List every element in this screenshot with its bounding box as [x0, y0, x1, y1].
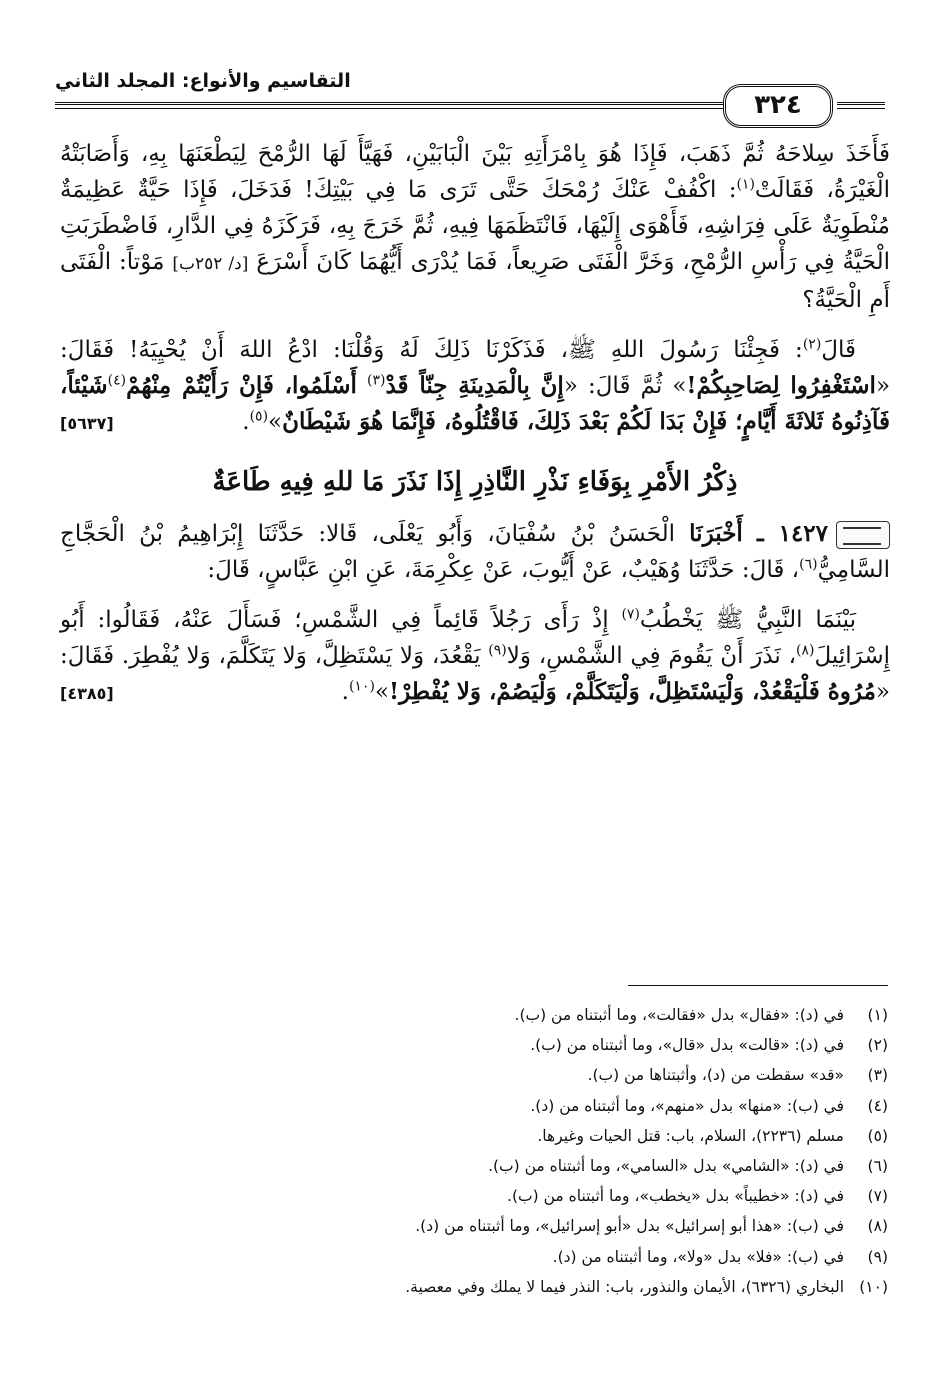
footnote: (٢)في (د): «قالت» بدل «قال»، وما أثبتناه من (ب). [530, 1036, 888, 1055]
hadith-isnad: ١٤٢٧ ـ أَخْبَرَنَا الْحَسَنُ بْنُ سُفْيَانَ، وَأَبُو يَعْلَى، قَالا: حَدَّثَنَا إِبْرَاهِيمُ بْنُ الْحَجَّاجِ السَّامِيُّ$^{(٦)}$، قَالَ: حَدَّثَنَا وُهَيْبٌ، عَنْ أَيُّوبَ، عَنْ عِكْرِمَةَ، عَنِ ابْنِ عَبَّاسٍ، قَالَ: [60, 520, 890, 583]
page-number: ٣٢٤ [723, 84, 833, 128]
hadith-reference: [٥٦٣٧] [60, 414, 114, 433]
page-header [55, 62, 885, 118]
header-rule [55, 102, 725, 109]
footnote: (٣)«قد» سقطت من (د)، وأثبتناها من (ب). [587, 1066, 888, 1085]
footnote-marker: (٣) [367, 372, 386, 389]
footnote: (١)في (د): «فقال» بدل «فقالت»، وما أثبتناه من (ب). [514, 1006, 888, 1024]
hadith-reference: [٤٣٨٥] [60, 684, 114, 703]
footnote-marker: (٢) [802, 336, 822, 353]
footnote: (١٠)البخاري (٦٣٢٦)، الأيمان والنذور، باب: النذر فيما لا يملك وفي معصية. [405, 1277, 888, 1296]
book-icon [836, 521, 890, 549]
footnote-separator [628, 985, 888, 986]
footnotes [108, 1000, 888, 1302]
footnote: (٤)في (ب): «منها» بدل «منهم»، وما أثبتناه من (د). [530, 1096, 888, 1115]
footnote-marker: (٥) [249, 408, 269, 425]
manuscript-ref: [د/ ٢٥٢ب] [172, 254, 249, 274]
section-heading: ذِكْرُ الأَمْرِ بِوَفَاءِ نَذْرِ النَّاذِرِ إِذَا نَذَرَ مَا للهِ فِيهِ طَاعَةٌ [212, 467, 738, 497]
footnote: (٧)في (د): «خطيباً» بدل «يخطب»، وما أثبتناه من (ب). [507, 1187, 888, 1206]
footnote: (٨)في (ب): «هذا أبو إسرائيل» بدل «أبو إسرائيل»، وما أثبتناه من (د). [415, 1217, 888, 1236]
running-title: التقاسيم والأنواع: المجلد الثاني [55, 70, 351, 92]
paragraph-3: بَيْنَمَا النَّبِيُّ ﷺ يَخْطُبُ$^{(٧)}$ إِذْ رَأَى رَجُلاً قَائِماً فِي الشَّمْسِ؛ فَسَأَلَ عَنْهُ، فَقَالُوا: أَبُو إِسْرَائِيلَ$^{(٨)}$، نَذَرَ أَنْ يَقُومَ فِي الشَّمْسِ، وَلا$^{(٩)}$ يَقْعُدَ، وَلا يَسْتَظِلَّ، وَلا يَتَكَلَّمَ، وَلا يُفْطِرَ. فَقَالَ: «مُرُوهُ فَلْيَقْعُدْ، وَلْيَسْتَظِلَّ، وَلْيَتَكَلَّمْ، وَلْيَصُمْ، وَلا يُفْطِرْ!»$^{(١٠)}$. [٤٣٨٥] [60, 602, 890, 712]
footnote: (٦)في (د): «الشامي» بدل «السامي»، وما أثبتناه من (ب). [488, 1157, 888, 1176]
footnote-marker: (٧) [621, 606, 640, 623]
footnote: (٩)في (ب): «فلا» بدل «ولا»، وما أثبتناه من (د). [552, 1247, 888, 1266]
footnote-marker: (١) [736, 176, 755, 193]
footnote-marker: (٩) [488, 642, 507, 659]
hadith-number: ١٤٢٧ ـ [756, 520, 829, 547]
footnote-marker: (١٠) [348, 678, 375, 695]
header-rule-right [837, 102, 885, 109]
footnote: (٥)مسلم (٢٢٣٦)، السلام، باب: قتل الحيات وغيرها. [537, 1126, 888, 1145]
paragraph-2: قَالَ$^{(٢)}$: فَجِئْنَا رَسُولَ اللهِ ﷺ، فَذَكَرْنَا ذَلِكَ لَهُ وَقُلْنَا: ادْعُ اللهَ أَنْ يُحْيِيَهُ! فَقَالَ: «اسْتَغْفِرُوا لِصَاحِبِكُمْ!» ثُمَّ قَالَ: «إِنَّ بِالْمَدِينَةِ جِنّاً قَدْ$^{(٣)}$ أَسْلَمُوا، فَإِنْ رَأَيْتُمْ مِنْهُمْ$^{(٤)}$شَيْئاً، فَآذِنُوهُ ثَلاثَةَ أَيَّامٍ؛ فَإِنْ بَدَا لَكُمْ بَعْدَ ذَلِكَ، فَاقْتُلُوهُ، فَإِنَّمَا هُوَ شَيْطَانٌ»$^{(٥)}$. [٥٦٣٧] [60, 332, 890, 442]
footnote-marker: (٨) [796, 642, 815, 659]
footnote-marker: (٤) [107, 372, 127, 389]
main-text [60, 136, 890, 726]
paragraph-1: فَأَخَذَ سِلاحَهُ ثُمَّ ذَهَبَ، فَإِذَا هُوَ بِامْرَأَتِهِ بَيْنَ الْبَابَيْنِ، فَهَيَّأَ لَهَا الرُّمْحَ لِيَطْعَنَهَا بِهِ، وَأَصَابَتْهُ الْغَيْرَةُ، فَقَالَتْ$^{(١)}$: اكْفُفْ عَنْكَ رُمْحَكَ حَتَّى تَرَى مَا فِي بَيْتِكَ! فَدَخَلَ، فَإِذَا حَيَّةٌ عَظِيمَةٌ مُنْطَوِيَةٌ عَلَى فِرَاشِهِ، فَأَهْوَى إِلَيْهَا، فَانْتَظَمَهَا فِيهِ، ثُمَّ خَرَجَ بِهِ، فَرَكَزَهُ فِي الدَّارِ، فَاضْطَرَبَتِ الْحَيَّةُ فِي رَأْسِ الرُّمْحِ، وَخَرَّ الْفَتَى صَرِيعاً، فَمَا يُدْرَى أَيُّهُمَا كَانَ أَسْرَعَ [د/ ٢٥٢ب] مَوْتاً: الْفَتَى أَمِ الْحَيَّةُ؟ [60, 141, 891, 313]
footnote-marker: (٦) [799, 556, 818, 573]
